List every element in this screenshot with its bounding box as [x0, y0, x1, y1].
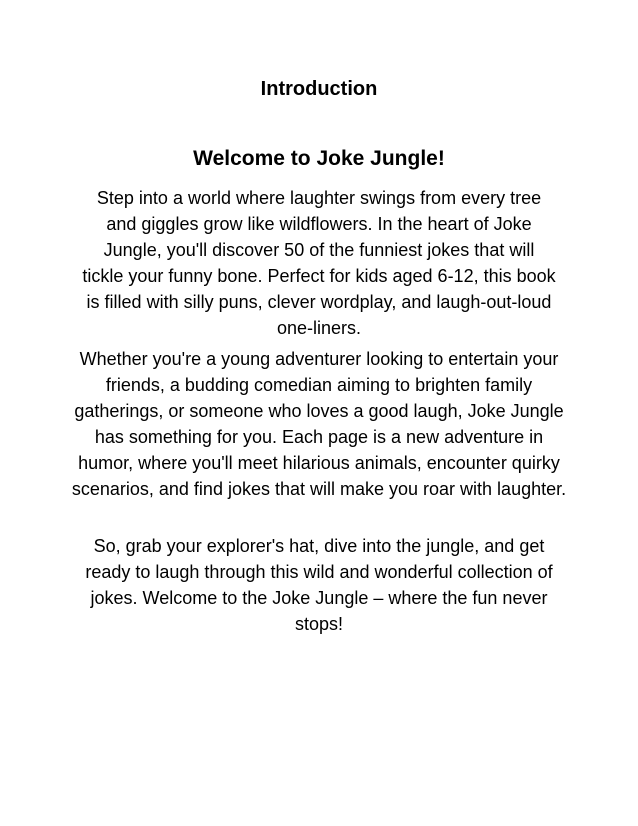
- intro-paragraph: Step into a world where laughter swings from every tree and giggles grow like wildflowers. In the heart of Joke Jungle, you'll discover 50 of the funniest jokes that will tickle your funny bone. Perfect for kids aged 6-12, this book is filled with silly puns, clever wordplay, and laugh-out-loud one-liners.: [82, 188, 556, 338]
- closing-paragraph: So, grab your explorer's hat, dive into the jungle, and get ready to laugh through this wild and wonderful collection of jokes. Welcome to the Joke Jungle – where the fun never stops!: [85, 536, 553, 634]
- welcome-title: Welcome to Joke Jungle!: [193, 147, 445, 170]
- section-title: Introduction: [260, 78, 378, 100]
- audience-paragraph: Whether you're a young adventurer looking to entertain your friends, a budding comedian aiming to brighten family gatherings, or someone who loves a good laugh, Joke Jungle has something for you. Each page is a new adventure in humor, where you'll meet hilarious animals, encounter quirky scenarios, and find jokes that will make you roar with laughter.: [71, 349, 567, 499]
